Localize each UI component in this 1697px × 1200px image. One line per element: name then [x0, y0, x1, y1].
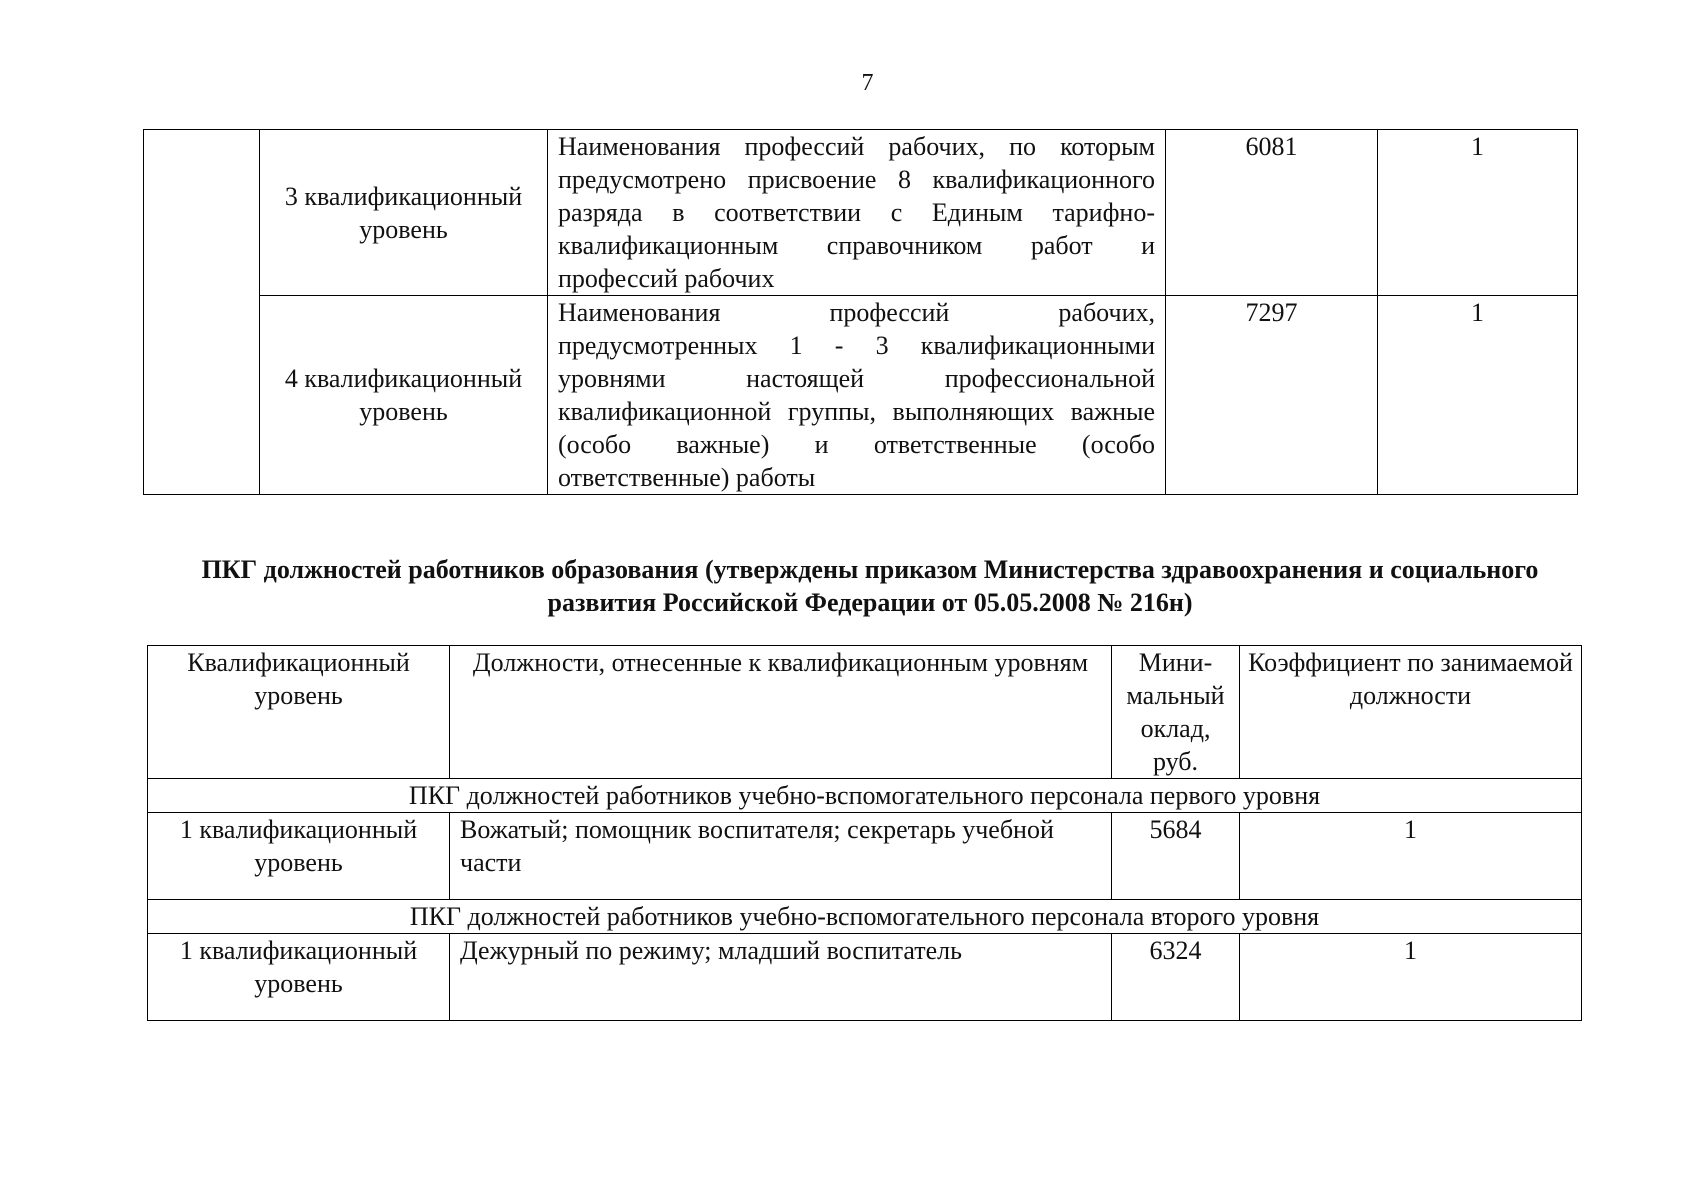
salary-cell: 6324 — [1112, 934, 1240, 1021]
salary-cell: 7297 — [1166, 296, 1378, 495]
salary-cell: 6081 — [1166, 130, 1378, 296]
profession-description-cell: Наименования профессий рабочих, предусмотренных 1 - 3 квалификационными уровнями настоящей профессиональной квалификационной группы, выполняющих важные (особо важные) и ответственные (особо ответственные) работы — [548, 296, 1166, 495]
group-title: ПКГ должностей работников учебно-вспомогательного персонала второго уровня — [148, 900, 1582, 934]
qualification-level-cell: 4 квалификационный уровень — [260, 296, 548, 495]
profession-description-cell: Наименования профессий рабочих, по которым предусмотрено присвоение 8 квалификационного разряда в соответствии с Единым тарифно-квалификационным справочником работ и профессий рабочих — [548, 130, 1166, 296]
coefficient-cell: 1 — [1240, 813, 1582, 900]
coefficient-cell: 1 — [1378, 296, 1578, 495]
header-coefficient: Коэффициент по занимаемой должности — [1240, 646, 1582, 779]
professions-table-continuation — [143, 129, 1578, 495]
header-salary: Мини-мальный оклад, руб. — [1112, 646, 1240, 779]
group-title-row — [148, 779, 1582, 813]
group-title: ПКГ должностей работников учебно-вспомогательного персонала первого уровня — [148, 779, 1582, 813]
header-level: Квалификационный уровень — [148, 646, 450, 779]
group-title-row — [148, 900, 1582, 934]
header-positions: Должности, отнесенные к квалификационным уровням — [450, 646, 1112, 779]
page-number: 7 — [861, 70, 874, 96]
qualification-level-cell: 3 квалификационный уровень — [260, 130, 548, 296]
positions-cell: Дежурный по режиму; младший воспитатель — [450, 934, 1112, 1021]
group-cell — [144, 130, 260, 495]
section-title: ПКГ должностей работников образования (утверждены приказом Министерства здравоохранения и социального развития Российской Федерации от 05.05.2008 № 216н) — [201, 555, 1539, 617]
qualification-level-cell: 1 квалификационный уровень — [148, 934, 450, 1021]
positions-cell: Вожатый; помощник воспитателя; секретарь учебной части — [450, 813, 1112, 900]
education-positions-table — [147, 645, 1582, 1021]
table-row — [144, 130, 1578, 296]
qualification-level-cell: 1 квалификационный уровень — [148, 813, 450, 900]
coefficient-cell: 1 — [1378, 130, 1578, 296]
table-row — [144, 296, 1578, 495]
coefficient-cell: 1 — [1240, 934, 1582, 1021]
salary-cell: 5684 — [1112, 813, 1240, 900]
table-row — [148, 934, 1582, 1021]
table-row — [148, 813, 1582, 900]
table-header-row — [148, 646, 1582, 779]
